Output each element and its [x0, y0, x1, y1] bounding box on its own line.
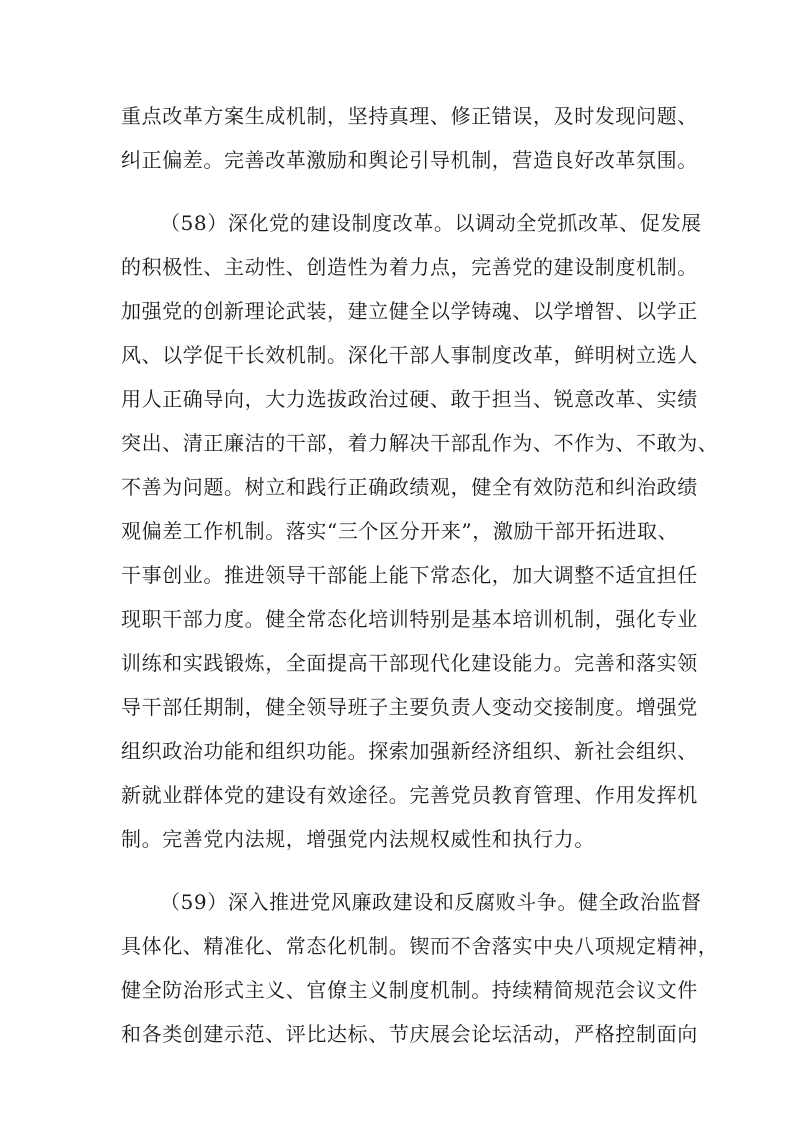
text-line: 纠正偏差。完善改革激励和舆论引导机制，营造良好改革氛围。 — [121, 148, 698, 172]
text-line: 现职干部力度。健全常态化培训特别是基本培训机制，强化专业 — [121, 607, 698, 631]
text-line: 健全防治形式主义、官僚主义制度机制。持续精简规范会议文件 — [121, 978, 698, 1002]
section-58-heading-line: （58）深化党的建设制度改革。以调动全党抓改革、促发展 — [160, 211, 702, 235]
text-line: 用人正确导向，大力选拔政治过硬、敢于担当、锐意改革、实绩 — [121, 387, 698, 411]
text-line: 制。完善党内法规，增强党内法规权威性和执行力。 — [121, 827, 595, 851]
text-line: 重点改革方案生成机制，坚持真理、修正错误，及时发现问题、 — [121, 104, 698, 128]
text-line: 和各类创建示范、评比达标、节庆展会论坛活动，严格控制面向 — [121, 1022, 698, 1046]
text-line: 的积极性、主动性、创造性为着力点，完善党的建设制度机制。 — [121, 255, 698, 279]
text-line: 不善为问题。树立和践行正确政绩观，健全有效防范和纠治政绩 — [121, 475, 698, 499]
text-line: 新就业群体党的建设有效途径。完善党员教育管理、作用发挥机 — [121, 783, 698, 807]
text-line: 导干部任期制，健全领导班子主要负责人变动交接制度。增强党 — [121, 695, 698, 719]
text-line: 组织政治功能和组织功能。探索加强新经济组织、新社会组织、 — [121, 739, 698, 763]
text-line: 干事创业。推进领导干部能上能下常态化，加大调整不适宜担任 — [121, 563, 698, 587]
section-59-heading-line: （59）深入推进党风廉政建设和反腐败斗争。健全政治监督 — [160, 890, 702, 914]
text-line: 具体化、精准化、常态化机制。锲而不舍落实中央八项规定精神， — [121, 934, 719, 958]
text-line: 风、以学促干长效机制。深化干部人事制度改革，鲜明树立选人 — [121, 343, 698, 367]
text-line: 突出、清正廉洁的干部，着力解决干部乱作为、不作为、不敢为、 — [121, 431, 719, 455]
text-line: 加强党的创新理论武装，建立健全以学铸魂、以学增智、以学正 — [121, 299, 698, 323]
text-line: 观偏差工作机制。落实“三个区分开来”，激励干部开拓进取、 — [121, 519, 679, 543]
text-line: 训练和实践锻炼，全面提高干部现代化建设能力。完善和落实领 — [121, 651, 698, 675]
